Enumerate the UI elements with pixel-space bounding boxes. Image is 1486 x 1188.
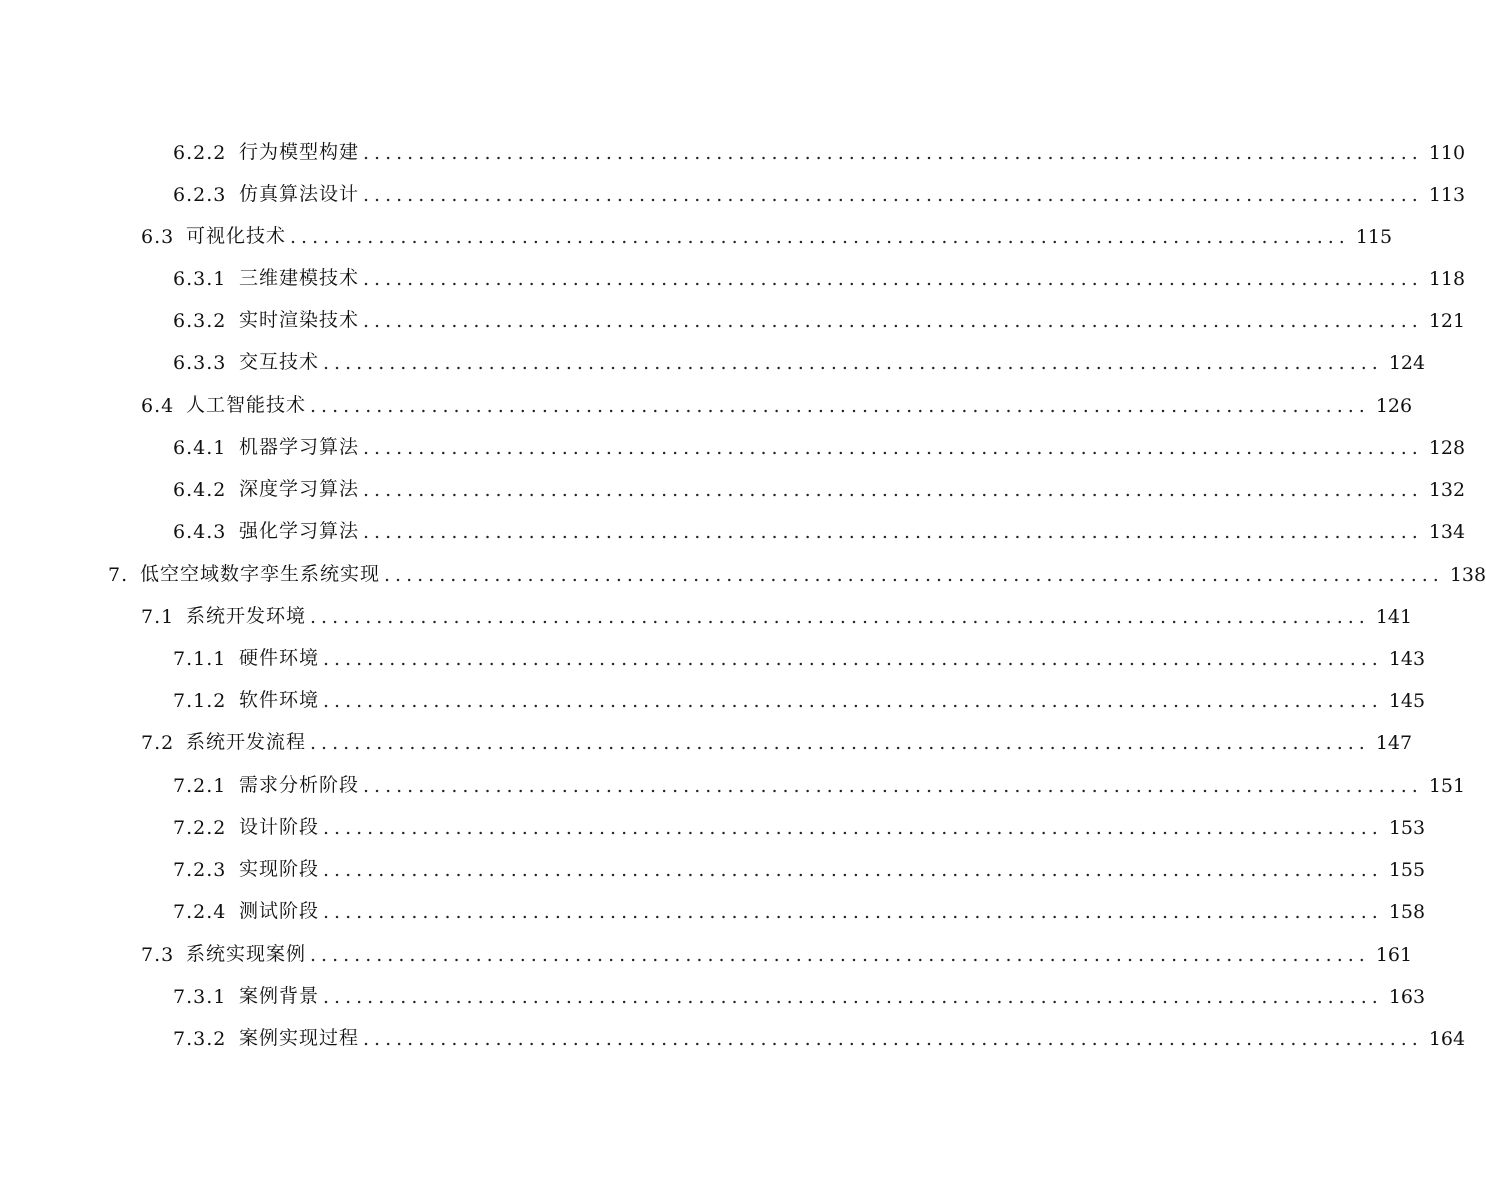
toc-entry[interactable] [173, 134, 1466, 164]
page-number: 164 [1428, 1028, 1466, 1050]
section-title: 可视化技术 [186, 225, 287, 247]
page-number: 161 [1375, 944, 1413, 966]
section-title: 仿真算法设计 [239, 183, 360, 205]
page-number: 163 [1388, 986, 1426, 1008]
toc-entry[interactable] [173, 260, 1466, 290]
section-number: 7.1.1 [173, 648, 227, 670]
page-number: 113 [1428, 184, 1466, 206]
toc-entry[interactable] [173, 1020, 1466, 1050]
section-title: 需求分析阶段 [239, 774, 360, 796]
toc-entry[interactable] [141, 936, 1413, 966]
section-number: 7.2 [141, 732, 175, 754]
page-number: 115 [1355, 226, 1393, 248]
section-title: 行为模型构建 [239, 141, 360, 163]
toc-entry[interactable] [173, 302, 1466, 332]
page-number: 155 [1388, 859, 1426, 881]
page-number: 151 [1428, 775, 1466, 797]
section-title: 三维建模技术 [239, 267, 360, 289]
section-number: 7.3.2 [173, 1028, 227, 1050]
section-number: 6.4.1 [173, 437, 227, 459]
page-number: 145 [1388, 690, 1426, 712]
section-number: 6.2.2 [173, 142, 227, 164]
section-number: 7.3.1 [173, 986, 227, 1008]
section-title: 测试阶段 [239, 900, 320, 922]
section-number: 6.3.2 [173, 310, 227, 332]
dot-leader: ................................................................................................ [310, 732, 1370, 754]
section-title: 实时渲染技术 [239, 309, 360, 331]
dot-leader: ................................................................................................ [323, 352, 1383, 374]
toc-entry[interactable] [173, 767, 1466, 797]
dot-leader: ................................................................................................ [363, 437, 1423, 459]
dot-leader: ................................................................................................ [363, 184, 1423, 206]
section-number: 6.3.3 [173, 352, 227, 374]
dot-leader: ................................................................................................ [323, 817, 1383, 839]
section-title: 系统实现案例 [186, 943, 307, 965]
dot-leader: ................................................................................................ [290, 226, 1350, 248]
section-number: 7.1 [141, 606, 175, 628]
dot-leader: ................................................................................................ [363, 521, 1423, 543]
page-number: 126 [1375, 395, 1413, 417]
section-title: 机器学习算法 [239, 436, 360, 458]
toc-entry[interactable] [108, 556, 1486, 586]
section-number: 6.4.3 [173, 521, 227, 543]
toc-entry[interactable] [173, 809, 1426, 839]
dot-leader: ................................................................................................ [323, 648, 1383, 670]
page-number: 138 [1449, 564, 1486, 586]
section-title: 低空空域数字孪生系统实现 [140, 563, 381, 585]
page-number: 128 [1428, 437, 1466, 459]
page-number: 141 [1375, 606, 1413, 628]
toc-entry[interactable] [173, 429, 1466, 459]
dot-leader: ................................................................................................ [310, 606, 1370, 628]
section-title: 设计阶段 [239, 816, 320, 838]
toc-entry[interactable] [173, 471, 1466, 501]
dot-leader: ................................................................................................ [310, 944, 1370, 966]
page-number: 153 [1388, 817, 1426, 839]
page-number: 158 [1388, 901, 1426, 923]
section-number: 7.2.2 [173, 817, 227, 839]
toc-entry[interactable] [173, 640, 1426, 670]
section-number: 7.2.4 [173, 901, 227, 923]
dot-leader: ................................................................................................ [323, 690, 1383, 712]
section-title: 交互技术 [239, 351, 320, 373]
section-title: 实现阶段 [239, 858, 320, 880]
section-number: 6.3 [141, 226, 175, 248]
dot-leader: ................................................................................................ [363, 268, 1423, 290]
section-number: 7.3 [141, 944, 175, 966]
section-number: 7.2.3 [173, 859, 227, 881]
section-title: 案例背景 [239, 985, 320, 1007]
toc-entry[interactable] [141, 724, 1413, 754]
section-title: 强化学习算法 [239, 520, 360, 542]
page-number: 124 [1388, 352, 1426, 374]
toc-entry[interactable] [173, 176, 1466, 206]
section-number: 6.4 [141, 395, 175, 417]
section-title: 深度学习算法 [239, 478, 360, 500]
page-number: 132 [1428, 479, 1466, 501]
section-number: 7.2.1 [173, 775, 227, 797]
toc-entry[interactable] [173, 893, 1426, 923]
dot-leader: ................................................................................................ [363, 1028, 1423, 1050]
toc-entry[interactable] [173, 513, 1466, 543]
page-number: 143 [1388, 648, 1426, 670]
toc-entry[interactable] [173, 344, 1426, 374]
page-number: 110 [1428, 142, 1466, 164]
section-title: 系统开发流程 [186, 731, 307, 753]
dot-leader: ................................................................................................ [323, 986, 1383, 1008]
section-title: 案例实现过程 [239, 1027, 360, 1049]
section-number: 6.3.1 [173, 268, 227, 290]
dot-leader: ................................................................................................ [323, 859, 1383, 881]
section-number: 7.1.2 [173, 690, 227, 712]
toc-entry[interactable] [141, 387, 1413, 417]
section-title: 硬件环境 [239, 647, 320, 669]
section-number: 6.2.3 [173, 184, 227, 206]
section-number: 7. [108, 564, 129, 586]
toc-entry[interactable] [141, 598, 1413, 628]
dot-leader: ................................................................................................ [363, 310, 1423, 332]
page-number: 147 [1375, 732, 1413, 754]
section-number: 6.4.2 [173, 479, 227, 501]
dot-leader: ................................................................................................ [310, 395, 1370, 417]
page-number: 118 [1428, 268, 1466, 290]
dot-leader: ................................................................................................ [363, 775, 1423, 797]
toc-entry[interactable] [141, 218, 1393, 248]
toc-entry[interactable] [173, 978, 1426, 1008]
toc-entry[interactable] [173, 851, 1426, 881]
section-title: 人工智能技术 [186, 394, 307, 416]
section-title: 系统开发环境 [186, 605, 307, 627]
dot-leader: ................................................................................................ [363, 479, 1423, 501]
section-title: 软件环境 [239, 689, 320, 711]
page-number: 134 [1428, 521, 1466, 543]
toc-entry[interactable] [173, 682, 1426, 712]
dot-leader: ................................................................................................ [363, 142, 1423, 164]
dot-leader: ................................................................................................ [323, 901, 1383, 923]
dot-leader: ................................................................................................ [384, 564, 1444, 586]
page-number: 121 [1428, 310, 1466, 332]
